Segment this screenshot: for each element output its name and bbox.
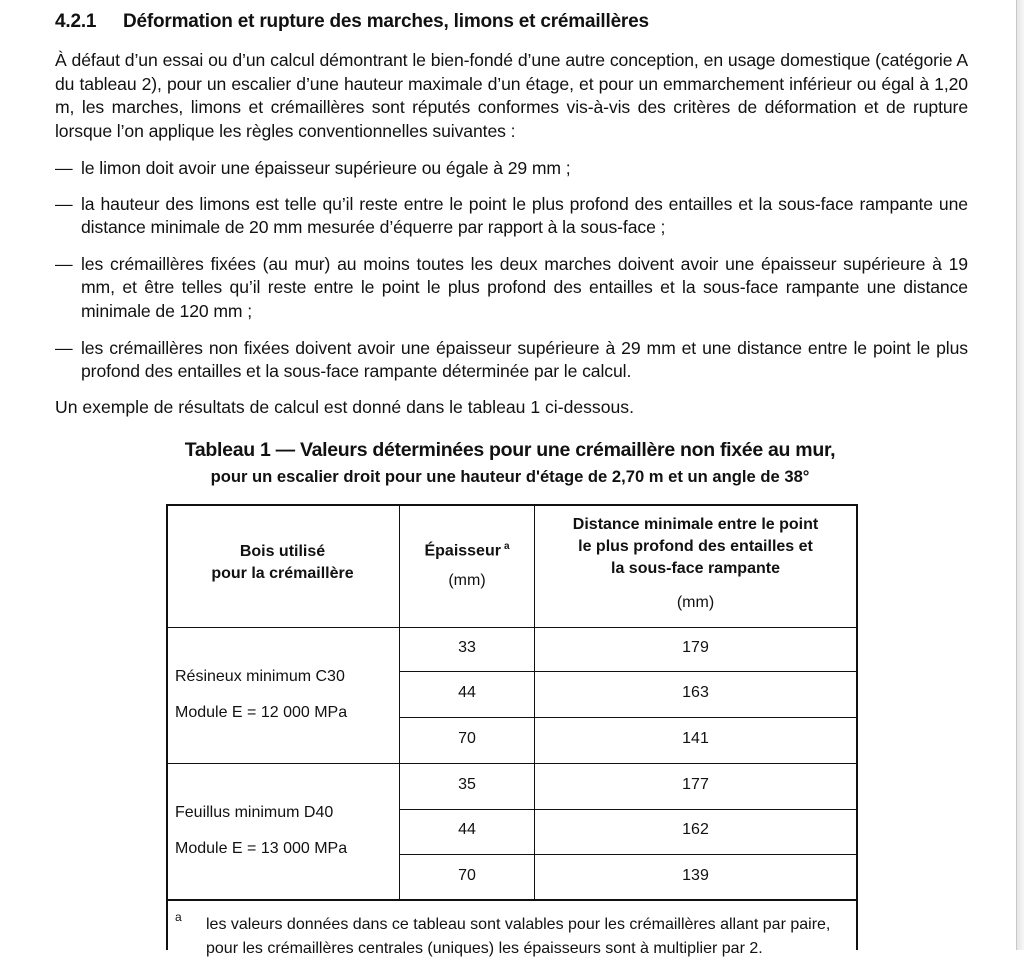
wood-modulus-label: Module E = 12 000 MPa <box>175 704 348 721</box>
header-distance-line: Distance minimale entre le point <box>572 516 819 533</box>
thickness-cell: 70 <box>458 867 476 884</box>
header-thickness-label: Épaisseur <box>424 542 501 560</box>
list-item-text: la hauteur des limons est telle qu’il reste entre le point le plus profond des entailles et la sous-face rampante une distance minimale de 20 mm mesurée d’équerre par rapport à la sous-face ; <box>81 194 968 238</box>
table-row-divider <box>166 627 858 628</box>
list-dash: — <box>55 338 73 358</box>
thickness-cell: 44 <box>458 821 476 838</box>
distance-cell: 177 <box>682 776 709 793</box>
section-heading <box>55 11 649 33</box>
thickness-cell: 70 <box>458 730 476 747</box>
header-thickness <box>400 536 534 562</box>
list-item-text: les crémaillères non fixées doivent avoir une épaisseur supérieure à 29 mm et une distance entre le point le plus profond des entailles et la sous-face rampante déterminée par le calcul. <box>81 338 968 382</box>
table-row-divider <box>399 809 857 810</box>
table-title: Tableau 1 — Valeurs déterminées pour une crémaillère non fixée au mur, <box>184 439 836 461</box>
distance-cell: 141 <box>682 730 709 747</box>
intro-paragraph: À défaut d’un essai ou d’un calcul démontrant le bien-fondé d’une autre conception, en usage domestique (catégorie A du tableau 2), pour un escalier d’une hauteur maximale d’un étage, et pour un emmarchement inférieur ou égal à 1,20 m, les marches, limons et crémaillères sont réputés conformes vis-à-vis des critères de déformation et de rupture lorsque l’on applique les règles conventionnelles suivantes : <box>55 50 968 141</box>
thickness-cell: 35 <box>458 776 476 793</box>
header-wood <box>166 541 399 585</box>
list-item <box>55 193 968 240</box>
list-dash: — <box>55 254 73 274</box>
distance-cell: 163 <box>682 684 709 701</box>
distance-cell: 162 <box>682 821 709 838</box>
table-subtitle: pour un escalier droit pour une hauteur d'étage de 2,70 m et un angle de 38° <box>210 467 810 486</box>
example-paragraph: Un exemple de résultats de calcul est donné dans le tableau 1 ci-dessous. <box>55 397 634 417</box>
distance-cell: 139 <box>682 867 709 884</box>
list-item <box>55 337 968 384</box>
header-distance-line: le plus profond des entailles et <box>578 538 813 555</box>
footnote-line: les valeurs données dans ce tableau sont valables pour les crémaillères allant par paire, <box>206 916 831 933</box>
section-number: 4.2.1 <box>55 11 97 32</box>
table-border-top <box>166 504 858 506</box>
list-item-text: les crémaillères fixées (au mur) au moins toutes les deux marches doivent avoir une épaisseur supérieure à 19 mm, et être telles qu’il reste entre le point le plus profond des entailles et la sous-face rampante une distance minimale de 120 mm ; <box>81 254 968 321</box>
wood-type-label: Résineux minimum C30 <box>175 668 345 685</box>
table-footnote <box>206 913 856 961</box>
header-distance-line: la sous-face rampante <box>611 560 780 577</box>
thickness-cell: 44 <box>458 684 476 701</box>
header-wood-line: pour la crémaillère <box>211 565 354 582</box>
footnote-mark: a <box>175 910 182 924</box>
table-row-divider <box>166 899 858 901</box>
distance-cell: 179 <box>682 639 709 656</box>
list-item-text: le limon doit avoir une épaisseur supérieure ou égale à 29 mm ; <box>81 158 571 178</box>
table-border-right <box>856 504 858 950</box>
table-row-divider <box>166 763 858 764</box>
list-item <box>55 157 968 180</box>
list-dash: — <box>55 194 73 214</box>
header-distance-unit: (mm) <box>676 594 715 611</box>
footnote-line: pour les crémaillères centrales (uniques) les épaisseurs sont à multiplier par 2. <box>206 940 763 957</box>
section-title: Déformation et rupture des marches, limons et crémaillères <box>123 11 649 32</box>
table-row-divider <box>399 671 857 672</box>
table-row-divider <box>399 854 857 855</box>
wood-modulus-label: Module E = 13 000 MPa <box>175 840 348 857</box>
page-edge <box>1016 0 1024 950</box>
thickness-cell: 33 <box>458 639 476 656</box>
wood-type-label: Feuillus minimum D40 <box>175 804 334 821</box>
list-dash: — <box>55 158 73 178</box>
footnote-ref: a <box>503 541 510 552</box>
header-distance <box>535 514 856 580</box>
table-row-divider <box>399 717 857 718</box>
header-thickness-unit: (mm) <box>448 572 486 589</box>
header-wood-line: Bois utilisé <box>239 543 326 560</box>
list-item <box>55 253 968 323</box>
